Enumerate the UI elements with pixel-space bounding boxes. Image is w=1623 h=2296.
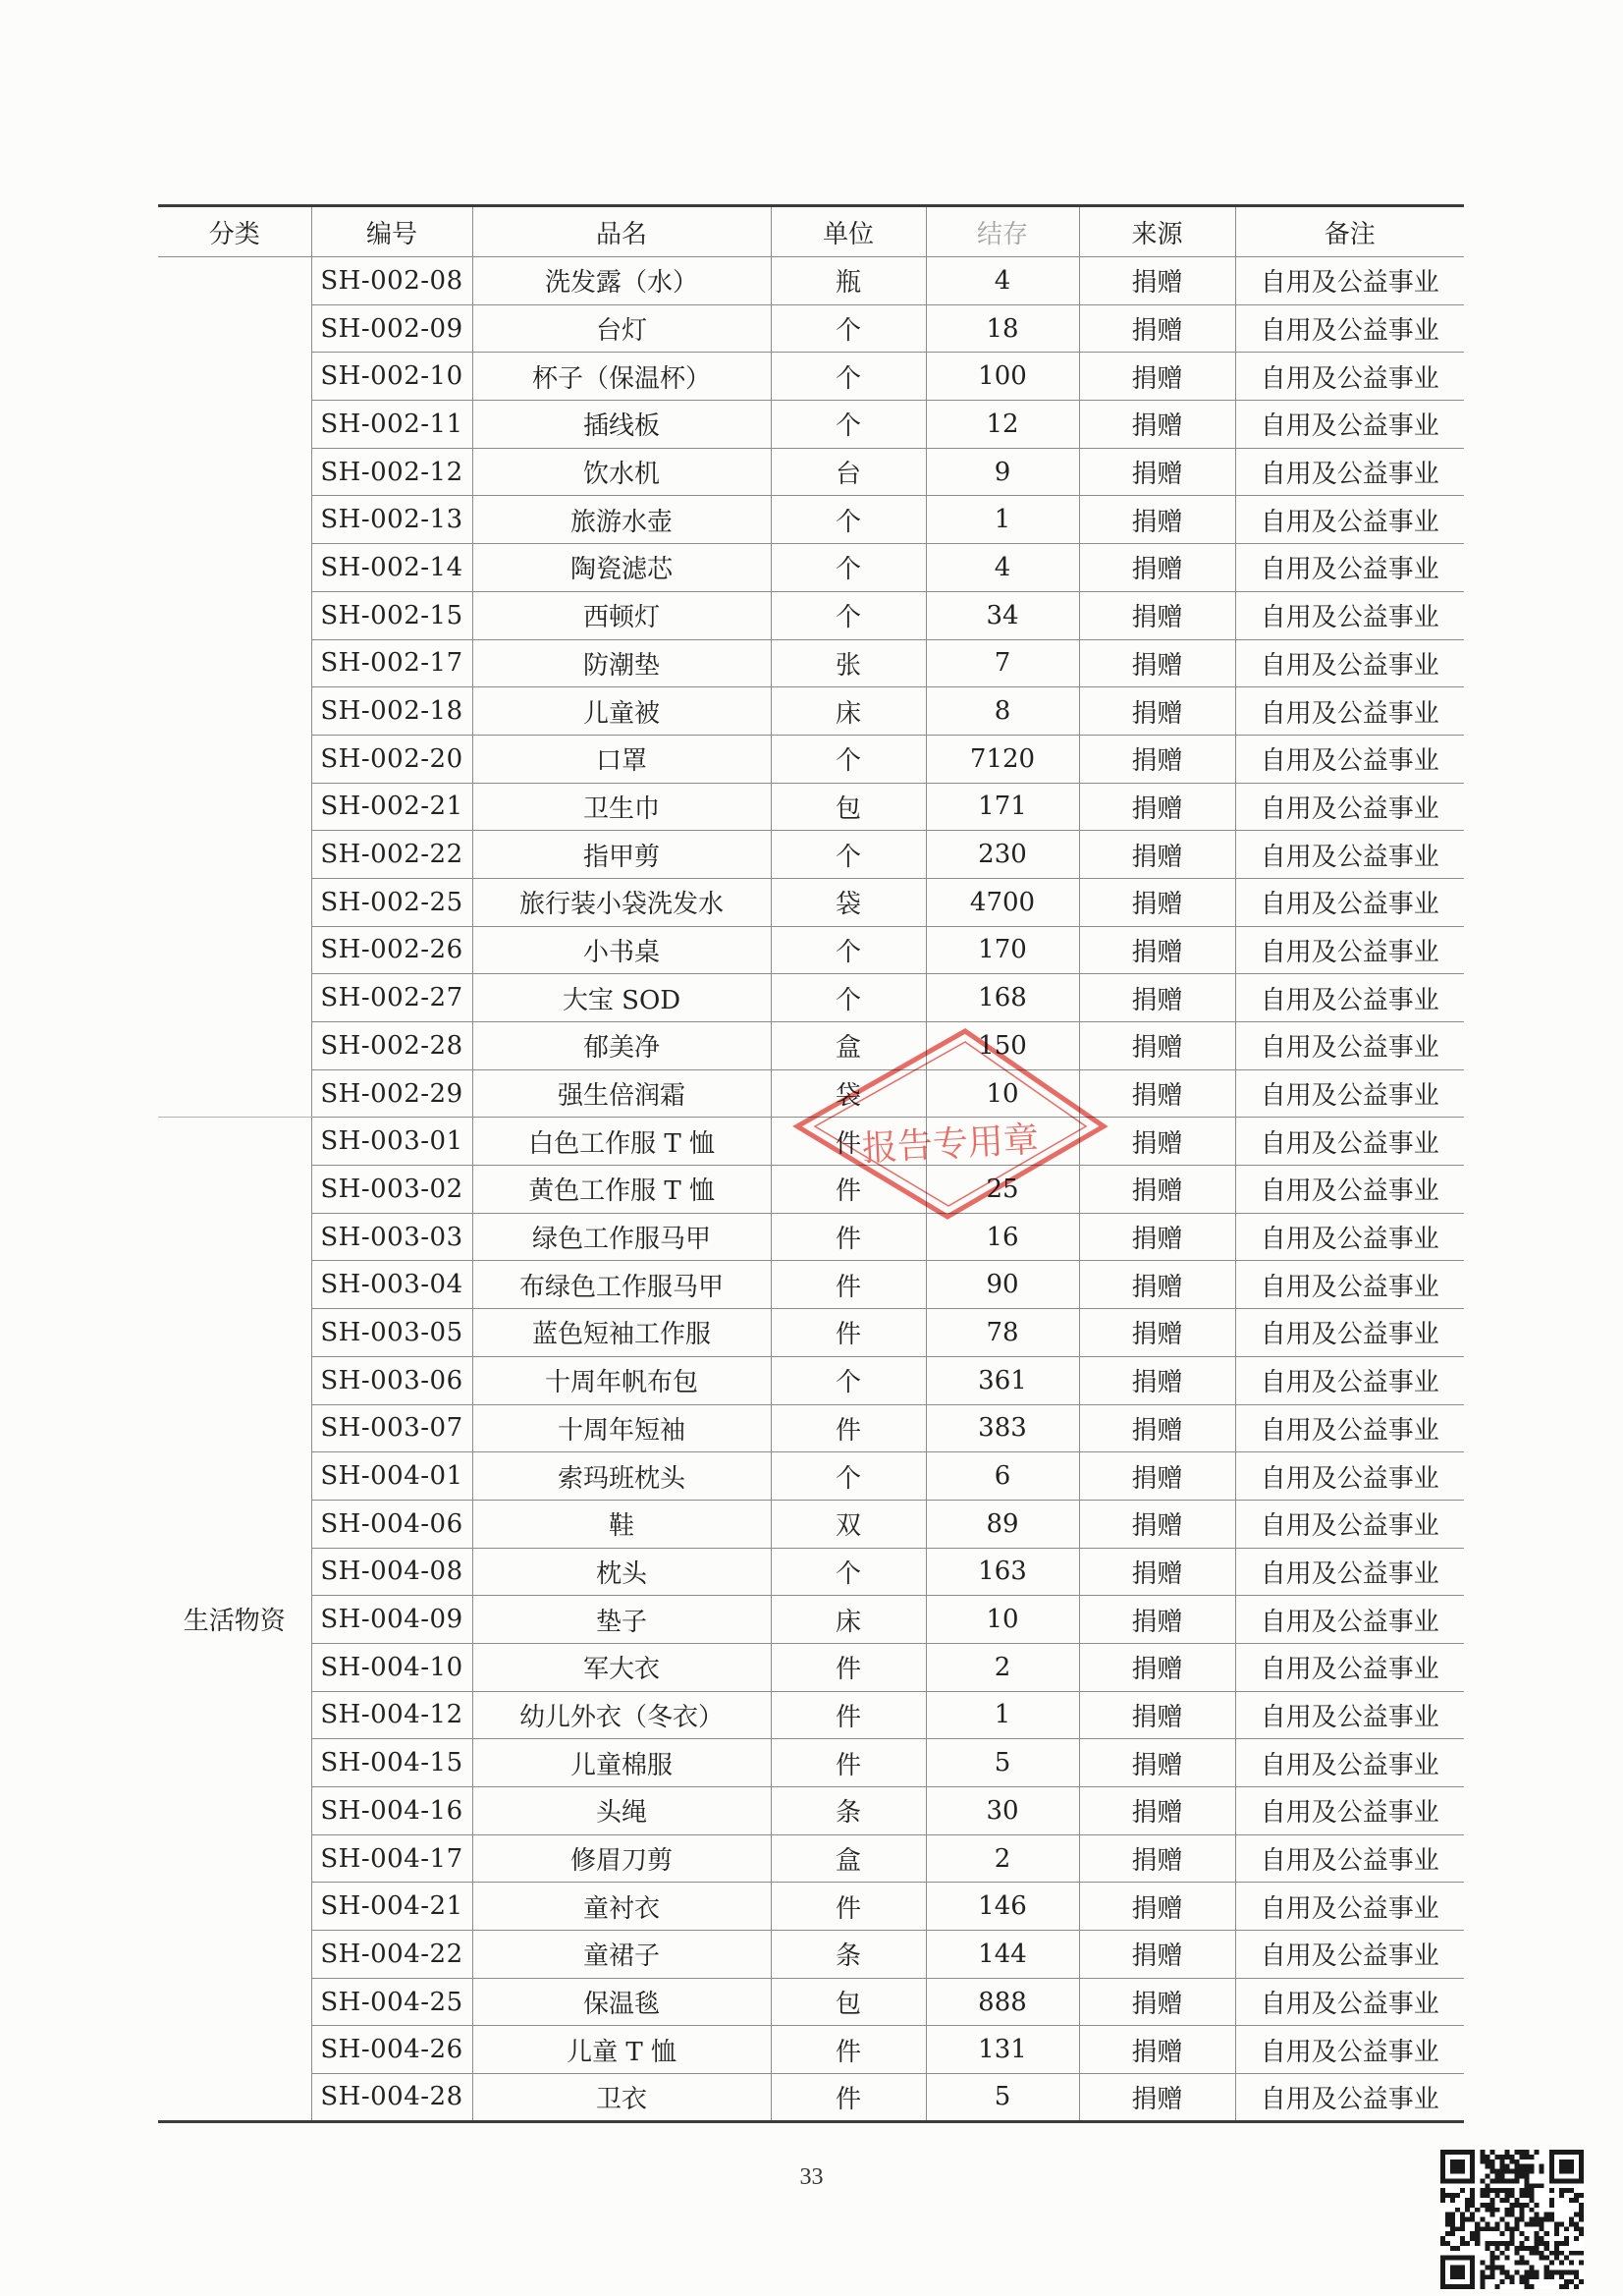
balance-cell: 163 — [926, 1548, 1079, 1596]
table-row — [158, 831, 1464, 879]
balance-cell: 16 — [926, 1213, 1079, 1261]
unit-cell: 件 — [771, 1404, 926, 1452]
unit-cell: 件 — [771, 1643, 926, 1691]
remark-cell: 自用及公益事业 — [1235, 401, 1464, 449]
code-cell: SH-002-15 — [311, 591, 472, 639]
source-cell: 捐赠 — [1079, 974, 1235, 1022]
table-row — [158, 1883, 1464, 1931]
code-cell: SH-003-02 — [311, 1166, 472, 1214]
table-row — [158, 783, 1464, 831]
source-cell: 捐赠 — [1079, 1787, 1235, 1835]
remark-cell: 自用及公益事业 — [1235, 591, 1464, 639]
unit-cell: 条 — [771, 1931, 926, 1979]
balance-cell: 78 — [926, 1309, 1079, 1357]
source-cell: 捐赠 — [1079, 1500, 1235, 1548]
balance-cell: 89 — [926, 1500, 1079, 1548]
code-cell: SH-004-15 — [311, 1739, 472, 1787]
name-cell: 陶瓷滤芯 — [472, 544, 771, 592]
code-cell: SH-004-06 — [311, 1500, 472, 1548]
name-cell: 口罩 — [472, 735, 771, 783]
balance-cell: 383 — [926, 1404, 1079, 1452]
name-cell: 布绿色工作服马甲 — [472, 1261, 771, 1309]
remark-cell: 自用及公益事业 — [1235, 1069, 1464, 1118]
source-cell: 捐赠 — [1079, 1691, 1235, 1739]
unit-cell: 床 — [771, 1596, 926, 1644]
balance-cell: 144 — [926, 1931, 1079, 1979]
code-cell: SH-002-22 — [311, 831, 472, 879]
name-cell: 童裙子 — [472, 1931, 771, 1979]
unit-cell: 台 — [771, 448, 926, 496]
code-cell: SH-004-16 — [311, 1787, 472, 1835]
code-cell: SH-002-08 — [311, 257, 472, 305]
balance-cell: 150 — [926, 1022, 1079, 1070]
stamp-text: 报告专用章 — [861, 1120, 1040, 1170]
header-row — [158, 206, 1464, 257]
remark-cell: 自用及公益事业 — [1235, 1834, 1464, 1883]
unit-cell: 个 — [771, 974, 926, 1022]
remark-cell: 自用及公益事业 — [1235, 687, 1464, 736]
remark-cell: 自用及公益事业 — [1235, 1213, 1464, 1261]
code-cell: SH-003-07 — [311, 1404, 472, 1452]
source-cell: 捐赠 — [1079, 1452, 1235, 1501]
unit-cell: 双 — [771, 1500, 926, 1548]
name-cell: 卫生巾 — [472, 783, 771, 831]
name-cell: 儿童 T 恤 — [472, 2026, 771, 2074]
table-row — [158, 1691, 1464, 1739]
code-cell: SH-002-17 — [311, 639, 472, 687]
code-cell: SH-003-04 — [311, 1261, 472, 1309]
source-cell: 捐赠 — [1079, 304, 1235, 353]
table-row — [158, 1834, 1464, 1883]
balance-cell: 146 — [926, 1883, 1079, 1931]
name-cell: 杯子（保温杯） — [472, 353, 771, 401]
balance-cell: 9 — [926, 448, 1079, 496]
table-row — [158, 639, 1464, 687]
table-row — [158, 2026, 1464, 2074]
source-cell: 捐赠 — [1079, 591, 1235, 639]
name-cell: 强生倍润霜 — [472, 1069, 771, 1118]
code-cell: SH-002-11 — [311, 401, 472, 449]
remark-cell: 自用及公益事业 — [1235, 878, 1464, 926]
unit-cell: 条 — [771, 1787, 926, 1835]
balance-cell: 7 — [926, 639, 1079, 687]
unit-cell: 件 — [771, 1261, 926, 1309]
name-cell: 军大衣 — [472, 1643, 771, 1691]
unit-cell: 包 — [771, 1978, 926, 2026]
name-cell: 枕头 — [472, 1548, 771, 1596]
table-row — [158, 687, 1464, 736]
balance-cell: 25 — [926, 1166, 1079, 1214]
balance-cell: 230 — [926, 831, 1079, 879]
table-row — [158, 1643, 1464, 1691]
header-name: 品名 — [472, 206, 771, 257]
unit-cell: 包 — [771, 783, 926, 831]
code-cell: SH-002-12 — [311, 448, 472, 496]
remark-cell: 自用及公益事业 — [1235, 1931, 1464, 1979]
code-cell: SH-004-08 — [311, 1548, 472, 1596]
name-cell: 大宝 SOD — [472, 974, 771, 1022]
source-cell: 捐赠 — [1079, 831, 1235, 879]
page-number: 33 — [799, 2164, 824, 2190]
name-cell: 儿童被 — [472, 687, 771, 736]
unit-cell: 瓶 — [771, 257, 926, 305]
unit-cell: 件 — [771, 1309, 926, 1357]
source-cell: 捐赠 — [1079, 1166, 1235, 1214]
source-cell: 捐赠 — [1079, 2074, 1235, 2122]
unit-cell: 件 — [771, 1213, 926, 1261]
balance-cell: 6 — [926, 1452, 1079, 1501]
table-row — [158, 1978, 1464, 2026]
code-cell: SH-002-09 — [311, 304, 472, 353]
source-cell: 捐赠 — [1079, 496, 1235, 544]
source-cell: 捐赠 — [1079, 1022, 1235, 1070]
unit-cell: 件 — [771, 1739, 926, 1787]
header-unit: 单位 — [771, 206, 926, 257]
remark-cell: 自用及公益事业 — [1235, 2074, 1464, 2122]
table-row — [158, 974, 1464, 1022]
unit-cell: 件 — [771, 1691, 926, 1739]
source-cell: 捐赠 — [1079, 1548, 1235, 1596]
table-row — [158, 401, 1464, 449]
code-cell: SH-004-01 — [311, 1452, 472, 1501]
source-cell: 捐赠 — [1079, 1643, 1235, 1691]
source-cell: 捐赠 — [1079, 1309, 1235, 1357]
remark-cell: 自用及公益事业 — [1235, 1548, 1464, 1596]
name-cell: 小书桌 — [472, 926, 771, 974]
source-cell: 捐赠 — [1079, 1069, 1235, 1118]
unit-cell: 个 — [771, 1452, 926, 1501]
unit-cell: 个 — [771, 401, 926, 449]
unit-cell: 个 — [771, 304, 926, 353]
source-cell: 捐赠 — [1079, 1739, 1235, 1787]
code-cell: SH-003-05 — [311, 1309, 472, 1357]
name-cell: 洗发露（水） — [472, 257, 771, 305]
table-row — [158, 1261, 1464, 1309]
remark-cell: 自用及公益事业 — [1235, 1022, 1464, 1070]
code-cell: SH-004-26 — [311, 2026, 472, 2074]
unit-cell: 个 — [771, 735, 926, 783]
source-cell: 捐赠 — [1079, 353, 1235, 401]
table-row — [158, 1404, 1464, 1452]
remark-cell: 自用及公益事业 — [1235, 1883, 1464, 1931]
category-cell — [158, 257, 311, 1118]
table-row — [158, 1548, 1464, 1596]
name-cell: 蓝色短袖工作服 — [472, 1309, 771, 1357]
name-cell: 头绳 — [472, 1787, 771, 1835]
balance-cell: 5 — [926, 2074, 1079, 2122]
remark-cell: 自用及公益事业 — [1235, 783, 1464, 831]
source-cell: 捐赠 — [1079, 1213, 1235, 1261]
qr-code — [1440, 2150, 1584, 2289]
remark-cell: 自用及公益事业 — [1235, 1739, 1464, 1787]
name-cell: 防潮垫 — [472, 639, 771, 687]
source-cell: 捐赠 — [1079, 1931, 1235, 1979]
unit-cell: 件 — [771, 1883, 926, 1931]
code-cell: SH-002-29 — [311, 1069, 472, 1118]
balance-cell: 5 — [926, 1739, 1079, 1787]
balance-cell: 2 — [926, 1643, 1079, 1691]
unit-cell: 件 — [771, 1166, 926, 1214]
source-cell: 捐赠 — [1079, 1834, 1235, 1883]
balance-cell: 30 — [926, 1787, 1079, 1835]
balance-cell: 34 — [926, 591, 1079, 639]
remark-cell: 自用及公益事业 — [1235, 735, 1464, 783]
header-code: 编号 — [311, 206, 472, 257]
balance-cell: 18 — [926, 304, 1079, 353]
table-row — [158, 1309, 1464, 1357]
category-cell: 生活物资 — [158, 1118, 311, 2121]
remark-cell: 自用及公益事业 — [1235, 831, 1464, 879]
balance-cell: 168 — [926, 974, 1079, 1022]
code-cell: SH-002-14 — [311, 544, 472, 592]
name-cell: 台灯 — [472, 304, 771, 353]
balance-cell: 4 — [926, 257, 1079, 305]
table-row — [158, 448, 1464, 496]
balance-cell: 1 — [926, 496, 1079, 544]
unit-cell: 个 — [771, 1548, 926, 1596]
source-cell: 捐赠 — [1079, 1978, 1235, 2026]
source-cell: 捐赠 — [1079, 878, 1235, 926]
balance-cell: 171 — [926, 783, 1079, 831]
table-row — [158, 1356, 1464, 1404]
code-cell: SH-002-10 — [311, 353, 472, 401]
unit-cell: 袋 — [771, 878, 926, 926]
unit-cell: 个 — [771, 353, 926, 401]
unit-cell: 个 — [771, 496, 926, 544]
table-row — [158, 1787, 1464, 1835]
source-cell: 捐赠 — [1079, 1596, 1235, 1644]
unit-cell: 个 — [771, 831, 926, 879]
balance-cell: 10 — [926, 1069, 1079, 1118]
source-cell: 捐赠 — [1079, 1356, 1235, 1404]
name-cell: 十周年帆布包 — [472, 1356, 771, 1404]
code-cell: SH-003-06 — [311, 1356, 472, 1404]
unit-cell: 个 — [771, 1356, 926, 1404]
balance-cell: 170 — [926, 926, 1079, 974]
name-cell: 旅行装小袋洗发水 — [472, 878, 771, 926]
table-row — [158, 544, 1464, 592]
balance-cell: 7120 — [926, 735, 1079, 783]
remark-cell: 自用及公益事业 — [1235, 1261, 1464, 1309]
remark-cell: 自用及公益事业 — [1235, 1118, 1464, 1166]
unit-cell: 个 — [771, 926, 926, 974]
unit-cell: 盒 — [771, 1834, 926, 1883]
table-row — [158, 496, 1464, 544]
remark-cell: 自用及公益事业 — [1235, 1356, 1464, 1404]
balance-cell: 12 — [926, 401, 1079, 449]
remark-cell: 自用及公益事业 — [1235, 926, 1464, 974]
remark-cell: 自用及公益事业 — [1235, 544, 1464, 592]
name-cell: 指甲剪 — [472, 831, 771, 879]
remark-cell: 自用及公益事业 — [1235, 1309, 1464, 1357]
name-cell: 垫子 — [472, 1596, 771, 1644]
table-row — [158, 591, 1464, 639]
source-cell: 捐赠 — [1079, 687, 1235, 736]
source-cell: 捐赠 — [1079, 735, 1235, 783]
remark-cell: 自用及公益事业 — [1235, 353, 1464, 401]
remark-cell: 自用及公益事业 — [1235, 1404, 1464, 1452]
code-cell: SH-004-21 — [311, 1883, 472, 1931]
remark-cell: 自用及公益事业 — [1235, 257, 1464, 305]
table-row — [158, 1596, 1464, 1644]
balance-cell: 4 — [926, 544, 1079, 592]
remark-cell: 自用及公益事业 — [1235, 448, 1464, 496]
code-cell: SH-002-18 — [311, 687, 472, 736]
remark-cell: 自用及公益事业 — [1235, 1452, 1464, 1501]
table-row — [158, 2074, 1464, 2122]
table-header — [158, 206, 1464, 257]
source-cell: 捐赠 — [1079, 1883, 1235, 1931]
balance-cell: 10 — [926, 1596, 1079, 1644]
code-cell: SH-004-28 — [311, 2074, 472, 2122]
name-cell: 西顿灯 — [472, 591, 771, 639]
header-balance: 结存 — [926, 206, 1079, 257]
unit-cell: 盒 — [771, 1022, 926, 1070]
table-row — [158, 1500, 1464, 1548]
stamp — [791, 1025, 1109, 1222]
header-source: 来源 — [1079, 206, 1235, 257]
code-cell: SH-002-13 — [311, 496, 472, 544]
balance-cell: 4700 — [926, 878, 1079, 926]
code-cell: SH-004-17 — [311, 1834, 472, 1883]
source-cell: 捐赠 — [1079, 257, 1235, 305]
code-cell: SH-004-09 — [311, 1596, 472, 1644]
name-cell: 鞋 — [472, 1500, 771, 1548]
code-cell: SH-002-21 — [311, 783, 472, 831]
header-category: 分类 — [158, 206, 311, 257]
name-cell: 黄色工作服 T 恤 — [472, 1166, 771, 1214]
table-row — [158, 304, 1464, 353]
name-cell: 绿色工作服马甲 — [472, 1213, 771, 1261]
table-row — [158, 735, 1464, 783]
code-cell: SH-002-25 — [311, 878, 472, 926]
table-row — [158, 1931, 1464, 1979]
name-cell: 旅游水壶 — [472, 496, 771, 544]
remark-cell: 自用及公益事业 — [1235, 639, 1464, 687]
remark-cell: 自用及公益事业 — [1235, 1166, 1464, 1214]
unit-cell: 个 — [771, 591, 926, 639]
source-cell: 捐赠 — [1079, 401, 1235, 449]
code-cell: SH-003-03 — [311, 1213, 472, 1261]
table-row — [158, 353, 1464, 401]
source-cell: 捐赠 — [1079, 1118, 1235, 1166]
name-cell: 儿童棉服 — [472, 1739, 771, 1787]
name-cell: 卫衣 — [472, 2074, 771, 2122]
remark-cell: 自用及公益事业 — [1235, 1691, 1464, 1739]
balance-cell: 131 — [926, 2026, 1079, 2074]
table-row — [158, 257, 1464, 305]
name-cell: 幼儿外衣（冬衣） — [472, 1691, 771, 1739]
table-row — [158, 878, 1464, 926]
source-cell: 捐赠 — [1079, 2026, 1235, 2074]
remark-cell: 自用及公益事业 — [1235, 1978, 1464, 2026]
name-cell: 插线板 — [472, 401, 771, 449]
balance-cell: 2 — [926, 1834, 1079, 1883]
name-cell: 童衬衣 — [472, 1883, 771, 1931]
source-cell: 捐赠 — [1079, 783, 1235, 831]
name-cell: 保温毯 — [472, 1978, 771, 2026]
name-cell: 索玛班枕头 — [472, 1452, 771, 1501]
unit-cell: 件 — [771, 1118, 926, 1166]
source-cell: 捐赠 — [1079, 448, 1235, 496]
name-cell: 十周年短袖 — [472, 1404, 771, 1452]
qr-code-image — [1440, 2150, 1584, 2289]
balance-cell: 90 — [926, 1261, 1079, 1309]
name-cell: 饮水机 — [472, 448, 771, 496]
balance-cell: 1 — [926, 1691, 1079, 1739]
name-cell: 修眉刀剪 — [472, 1834, 771, 1883]
table-row — [158, 1452, 1464, 1501]
code-cell: SH-003-01 — [311, 1118, 472, 1166]
code-cell: SH-002-27 — [311, 974, 472, 1022]
balance-cell: 100 — [926, 353, 1079, 401]
remark-cell: 自用及公益事业 — [1235, 1596, 1464, 1644]
unit-cell: 件 — [771, 2074, 926, 2122]
header-remark: 备注 — [1235, 206, 1464, 257]
remark-cell: 自用及公益事业 — [1235, 1500, 1464, 1548]
remark-cell: 自用及公益事业 — [1235, 2026, 1464, 2074]
name-cell: 郁美净 — [472, 1022, 771, 1070]
unit-cell: 个 — [771, 544, 926, 592]
code-cell: SH-004-22 — [311, 1931, 472, 1979]
code-cell: SH-004-25 — [311, 1978, 472, 2026]
unit-cell: 张 — [771, 639, 926, 687]
name-cell: 白色工作服 T 恤 — [472, 1118, 771, 1166]
balance-cell: 8 — [926, 687, 1079, 736]
code-cell: SH-004-10 — [311, 1643, 472, 1691]
remark-cell: 自用及公益事业 — [1235, 1787, 1464, 1835]
source-cell: 捐赠 — [1079, 1404, 1235, 1452]
unit-cell: 袋 — [771, 1069, 926, 1118]
source-cell: 捐赠 — [1079, 639, 1235, 687]
code-cell: SH-002-20 — [311, 735, 472, 783]
table-row — [158, 1739, 1464, 1787]
code-cell: SH-002-28 — [311, 1022, 472, 1070]
source-cell: 捐赠 — [1079, 544, 1235, 592]
code-cell: SH-004-12 — [311, 1691, 472, 1739]
source-cell: 捐赠 — [1079, 926, 1235, 974]
table-row — [158, 926, 1464, 974]
balance-cell: 361 — [926, 1356, 1079, 1404]
unit-cell: 床 — [771, 687, 926, 736]
code-cell: SH-002-26 — [311, 926, 472, 974]
remark-cell: 自用及公益事业 — [1235, 974, 1464, 1022]
source-cell: 捐赠 — [1079, 1261, 1235, 1309]
remark-cell: 自用及公益事业 — [1235, 496, 1464, 544]
remark-cell: 自用及公益事业 — [1235, 304, 1464, 353]
remark-cell: 自用及公益事业 — [1235, 1643, 1464, 1691]
unit-cell: 件 — [771, 2026, 926, 2074]
balance-cell: 888 — [926, 1978, 1079, 2026]
